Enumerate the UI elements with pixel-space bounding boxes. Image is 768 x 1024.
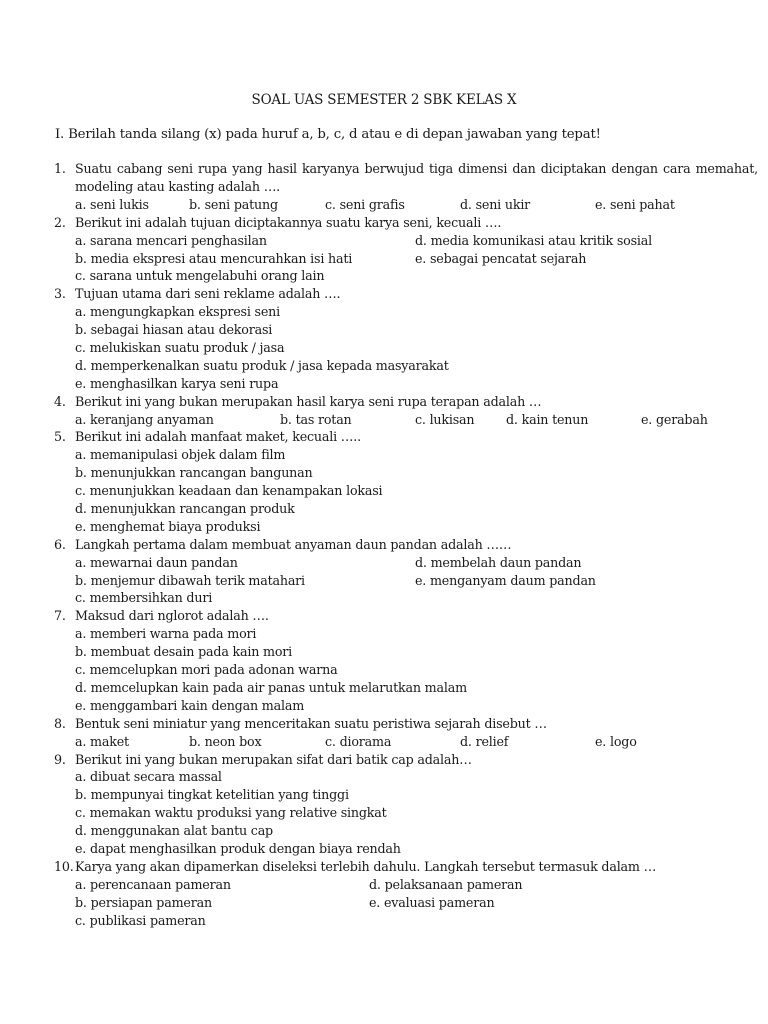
option-row xyxy=(0,196,768,214)
question-number: 8. xyxy=(54,715,66,731)
question-number: 10. xyxy=(54,858,74,874)
option-a: a. keranjang anyaman xyxy=(75,411,214,427)
option-e: e. menghasilkan karya seni rupa xyxy=(75,375,279,391)
question-9 xyxy=(0,751,768,858)
option-d: d. menggunakan alat bantu cap xyxy=(75,823,273,839)
question-3 xyxy=(0,285,768,392)
option-row xyxy=(0,554,768,572)
option-d: d. relief xyxy=(460,733,509,749)
option-a: a. dibuat secara massal xyxy=(75,769,222,785)
option-d: d. memcelupkan kain pada air panas untuk melarutkan malam xyxy=(75,679,467,695)
question-text: Bentuk seni miniatur yang menceritakan suatu peristiwa sejarah disebut … xyxy=(75,715,547,731)
question-number: 1. xyxy=(54,161,66,176)
instruction-text: I. Berilah tanda silang (x) pada huruf a, b, c, d atau e di depan jawaban yang tepat! xyxy=(55,127,601,142)
question-text: Langkah pertama dalam membuat anyaman daun pandan adalah …… xyxy=(75,536,512,552)
option-d: d. seni ukir xyxy=(460,196,531,212)
question-text: Berikut ini adalah manfaat maket, kecuali ….. xyxy=(75,429,361,445)
question-10 xyxy=(0,858,768,930)
option-e: e. evaluasi pameran xyxy=(369,894,495,910)
option-c: c. diorama xyxy=(325,733,392,749)
option-c: c. membersihkan duri xyxy=(75,590,213,606)
question-5 xyxy=(0,428,768,535)
option-e: e. logo xyxy=(595,733,637,749)
option-a: a. sarana mencari penghasilan xyxy=(75,232,267,248)
option-row xyxy=(0,232,768,250)
option-b: b. neon box xyxy=(189,733,262,749)
option-c: c. seni grafis xyxy=(325,196,405,212)
question-text: Berikut ini yang bukan merupakan hasil karya seni rupa terapan adalah … xyxy=(75,393,542,409)
option-b: b. menjemur dibawah terik matahari xyxy=(75,572,305,588)
option-e: e. menghemat biaya produksi xyxy=(75,518,261,534)
option-c: c. melukiskan suatu produk / jasa xyxy=(75,339,285,355)
option-row xyxy=(0,733,768,751)
option-b: b. membuat desain pada kain mori xyxy=(75,644,293,660)
question-text: Suatu cabang seni rupa yang hasil karyanya berwujud tiga dimensi dan diciptakan dengan cara memahat, modeling atau kasting adalah …. xyxy=(75,161,758,194)
option-b: b. seni patung xyxy=(189,196,278,212)
option-c: c. publikasi pameran xyxy=(75,912,206,928)
question-8 xyxy=(0,715,768,751)
question-number: 9. xyxy=(54,751,66,767)
option-row xyxy=(0,411,768,429)
option-a: a. perencanaan pameran xyxy=(75,876,231,892)
option-d: d. media komunikasi atau kritik sosial xyxy=(415,232,652,248)
document-title: SOAL UAS SEMESTER 2 SBK KELAS X xyxy=(251,92,517,108)
question-text: Berikut ini yang bukan merupakan sifat dari batik cap adalah… xyxy=(75,751,472,767)
question-number: 7. xyxy=(54,608,66,624)
question-text: Berikut ini adalah tujuan diciptakannya suatu karya seni, kecuali …. xyxy=(75,214,502,230)
option-e: e. seni pahat xyxy=(595,196,675,212)
question-6 xyxy=(0,536,768,608)
question-number: 2. xyxy=(54,214,66,230)
option-a: a. memberi warna pada mori xyxy=(75,626,257,642)
option-d: d. pelaksanaan pameran xyxy=(369,876,523,892)
question-text: Karya yang akan dipamerkan diseleksi terlebih dahulu. Langkah tersebut termasuk dalam … xyxy=(75,858,657,874)
question-text: Tujuan utama dari seni reklame adalah …. xyxy=(75,286,341,302)
option-b: b. media ekspresi atau mencurahkan isi hati xyxy=(75,250,353,266)
question-number: 4. xyxy=(54,393,66,409)
option-e: e. menggambari kain dengan malam xyxy=(75,697,305,713)
option-b: b. menunjukkan rancangan bangunan xyxy=(75,465,313,481)
question-number: 3. xyxy=(54,286,66,302)
option-b: b. tas rotan xyxy=(280,411,352,427)
question-text: Maksud dari nglorot adalah …. xyxy=(75,608,269,624)
option-a: a. seni lukis xyxy=(75,196,149,212)
option-e: e. gerabah xyxy=(641,411,708,427)
question-number: 5. xyxy=(54,429,66,445)
question-2 xyxy=(0,214,768,286)
option-b: b. persiapan pameran xyxy=(75,894,212,910)
option-d: d. kain tenun xyxy=(506,411,589,427)
option-e: e. sebagai pencatat sejarah xyxy=(415,250,587,266)
option-c: c. lukisan xyxy=(415,411,475,427)
option-c: c. memakan waktu produksi yang relative singkat xyxy=(75,805,387,821)
option-row xyxy=(0,250,768,268)
option-a: a. memanipulasi objek dalam film xyxy=(75,447,286,463)
option-a: a. maket xyxy=(75,733,129,749)
question-4 xyxy=(0,393,768,429)
option-a: a. mewarnai daun pandan xyxy=(75,554,238,570)
option-b: b. mempunyai tingkat ketelitian yang tinggi xyxy=(75,787,349,803)
question-7 xyxy=(0,607,768,714)
option-b: b. sebagai hiasan atau dekorasi xyxy=(75,322,273,338)
question-list xyxy=(0,160,768,929)
question-number: 6. xyxy=(54,536,66,552)
option-c: c. memcelupkan mori pada adonan warna xyxy=(75,662,338,678)
option-d: d. memperkenalkan suatu produk / jasa kepada masyarakat xyxy=(75,357,449,373)
question-1 xyxy=(0,160,768,214)
option-d: d. membelah daun pandan xyxy=(415,554,582,570)
option-a: a. mengungkapkan ekspresi seni xyxy=(75,304,281,320)
option-d: d. menunjukkan rancangan produk xyxy=(75,501,295,517)
option-row xyxy=(0,894,768,912)
option-c: c. menunjukkan keadaan dan kenampakan lokasi xyxy=(75,483,383,499)
option-e: e. menganyam daum pandan xyxy=(415,572,596,588)
option-c: c. sarana untuk mengelabuhi orang lain xyxy=(75,268,325,284)
option-row xyxy=(0,572,768,590)
option-row xyxy=(0,876,768,894)
option-e: e. dapat menghasilkan produk dengan biaya rendah xyxy=(75,841,401,856)
